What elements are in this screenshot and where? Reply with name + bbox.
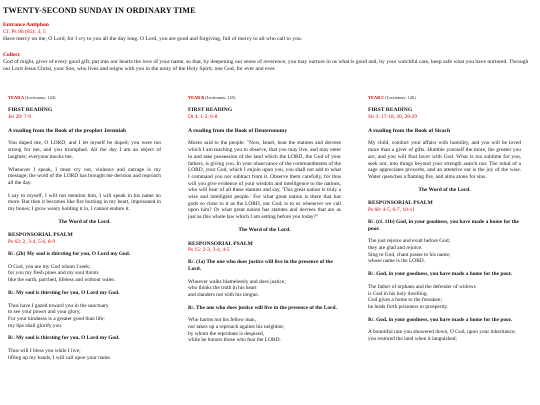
word-of-the-lord: The Word of the Lord. (238, 226, 291, 233)
first-reading-ref: Jer 20: 7-9 (8, 113, 32, 120)
word-of-the-lord: The Word of the Lord. (58, 218, 111, 225)
psalm-ref: Ps 68: 4-5, 6-7, 10-11 (368, 207, 415, 214)
psalm-verse: Thus will I bless you while I live; lifting up my hands, I will call upon your name. (8, 348, 112, 361)
collect (3, 52, 537, 73)
reading-intro: A reading from the Book of Deuteronomy (188, 127, 288, 134)
reading-paragraph: My child, conduct your affairs with humility, and you will be loved more than a giver of gifts. Humble yourself the more, the greater you are, and you will find favor with God. What is too sublime for you, seek not, into things beyond your strength search not. The mind of a sage appreciates proverbs, and an attentive ear is the joy of the wise. Water quenches a flaming fire, and alms atone for sins. (368, 140, 521, 180)
entrance-antiphon-ref: Cf. Ps 86 (85): 3, 5 (3, 29, 46, 35)
first-reading-ref: Dt 4: 1-2, 6-8 (188, 113, 218, 120)
psalm-response: R/. (1a) The one who does justice will live in the presence of the Lord. (188, 259, 333, 272)
psalm-response: R/. (cf. 11b) God, in your goodness, you have made a home for the poor. (368, 218, 519, 232)
psalm-verse: Thus have I gazed toward you in the sanctuary to see your power and your glory, For your kindness is a greater good than life; my lips shall glorify you. (8, 302, 109, 329)
reading-paragraph: You duped me, O LORD, and I let myself be duped; you were too strong for me, and you triumphed. All the day I am an object of laughter; everyone mocks me. (8, 140, 161, 160)
reading-paragraph: I say to myself, I will not mention him, I will speak in his name no more. But then it becomes like fire burning in my heart, imprisoned in my bones; I grow weary holding it in, I cannot endure it. (8, 192, 161, 213)
year-b-column (188, 95, 341, 350)
psalm-label: RESPONSORIAL PSALM (188, 240, 253, 247)
psalm-label: RESPONSORIAL PSALM (8, 232, 73, 239)
psalm-verse: Who harms not his fellow man, nor takes up a reproach against his neighbor; by whom the reprobate is despised, while he honors those who fear the LORD. (188, 317, 285, 344)
collect-text: God of might, giver of every good gift, put into our hearts the love of your name, so that, by deepening our sense of reverence, you may nurture in us what is good and, by your watchful care, keep safe what you have nurtured. Through our Lord Jesus Christ, your Son, who lives and reigns with you in the unity of the Holy Spirit, one God, for ever and ever. (3, 59, 529, 72)
psalm-response: R/. The one who does justice will live in the presence of the Lord. (188, 304, 337, 311)
psalm-response: R/. God, in your goodness, you have made a home for the poor. (368, 271, 512, 278)
first-reading-label: FIRST READING (8, 107, 53, 113)
first-reading-label: FIRST READING (368, 107, 413, 113)
collect-label: Collect (3, 52, 20, 58)
psalm-ref: Ps 15: 2-3, 3-4, 4-5 (188, 247, 230, 254)
psalm-ref: Ps 63: 2, 3-4, 5-6, 8-9 (8, 239, 56, 246)
psalm-verse: Whoever walks blamelessly and does justice; who thinks the truth in his heart and slanders not with his tongue. (188, 278, 286, 298)
year-c-column (368, 95, 521, 349)
psalm-verse: A bountiful rain you showered down, O God, upon your inheritance; you restored the land when it languished; (368, 329, 516, 343)
entrance-antiphon-text: Have mercy on me, O Lord, for I cry to you all the day long. O Lord, you are good and forgiving, full of mercy to all who call to you. (3, 36, 303, 42)
year-a-heading: YEAR A (Lectionary: 124) (8, 95, 56, 100)
page-title: TWENTY-SECOND SUNDAY IN ORDINARY TIME (3, 6, 196, 15)
psalm-response: R/. My soul is thirsting for you, O Lord my God. (8, 289, 120, 296)
psalm-response: R/. God, in your goodness, you have made a home for the poor. (368, 316, 512, 323)
reading-intro: A reading from the Book of the prophet Jeremiah (8, 127, 126, 134)
psalm-verse: The just rejoice and exult before God; they are glad and rejoice. Sing to God, chant praise to his name; whose name is the LORD. (368, 238, 451, 265)
missal-page (3, 6, 537, 73)
psalm-verse: O God, you are my God whom I seek; for you my flesh pines and my soul thirsts like the earth, parched, lifeless and without water. (8, 263, 116, 284)
reading-paragraph: Whenever I speak, I must cry out, violence and outrage is my message; the word of the LORD has brought me derision and reproach all the day. (8, 166, 161, 186)
reading-paragraph: Moses said to the people: "Now, Israel, hear the statutes and decrees which I am teaching you to observe, that you may live, and may enter in and take possession of the land which the LORD, the God of your fathers, is giving you. In your observance of the commandments of the LORD, your God, which I enjoin upon you, you shall not add to what I command you nor subtract from it. Observe them carefully, for thus will you give evidence of your wisdom and intelligence to the nations, who will hear of all these statutes and say, 'This great nation is truly a wise and intelligent people.' For what great nation is there that has gods so close to it as the LORD, our God, is to us whenever we call upon him? Or what great nation has statutes and decrees that are as just as this whole law which I am setting before you today?" (188, 140, 341, 221)
year-c-heading: YEAR C (Lectionary: 126) (368, 95, 416, 100)
entrance-antiphon-label: Entrance Antiphon (3, 22, 49, 28)
word-of-the-lord: The Word of the Lord. (418, 186, 471, 193)
psalm-label: RESPONSORIAL PSALM (368, 200, 433, 207)
first-reading-ref: Sir 3: 17-18, 20, 28-29 (368, 113, 418, 120)
entrance-antiphon (3, 22, 537, 43)
year-b-heading: YEAR B (Lectionary: 125) (188, 95, 236, 100)
reading-intro: A reading from the Book of Sirach (368, 127, 451, 134)
psalm-verse: The father of orphans and the defender of widows is God in his holy dwelling. God gives a home to the forsaken; he leads forth prisoners to prosperity. (368, 283, 476, 310)
psalm-response: R/. (2b) My soul is thirsting for you, O Lord my God. (8, 251, 131, 258)
psalm-response: R/. My soul is thirsting for you, O Lord my God. (8, 335, 120, 342)
year-a-column (8, 95, 161, 367)
first-reading-label: FIRST READING (188, 107, 233, 113)
